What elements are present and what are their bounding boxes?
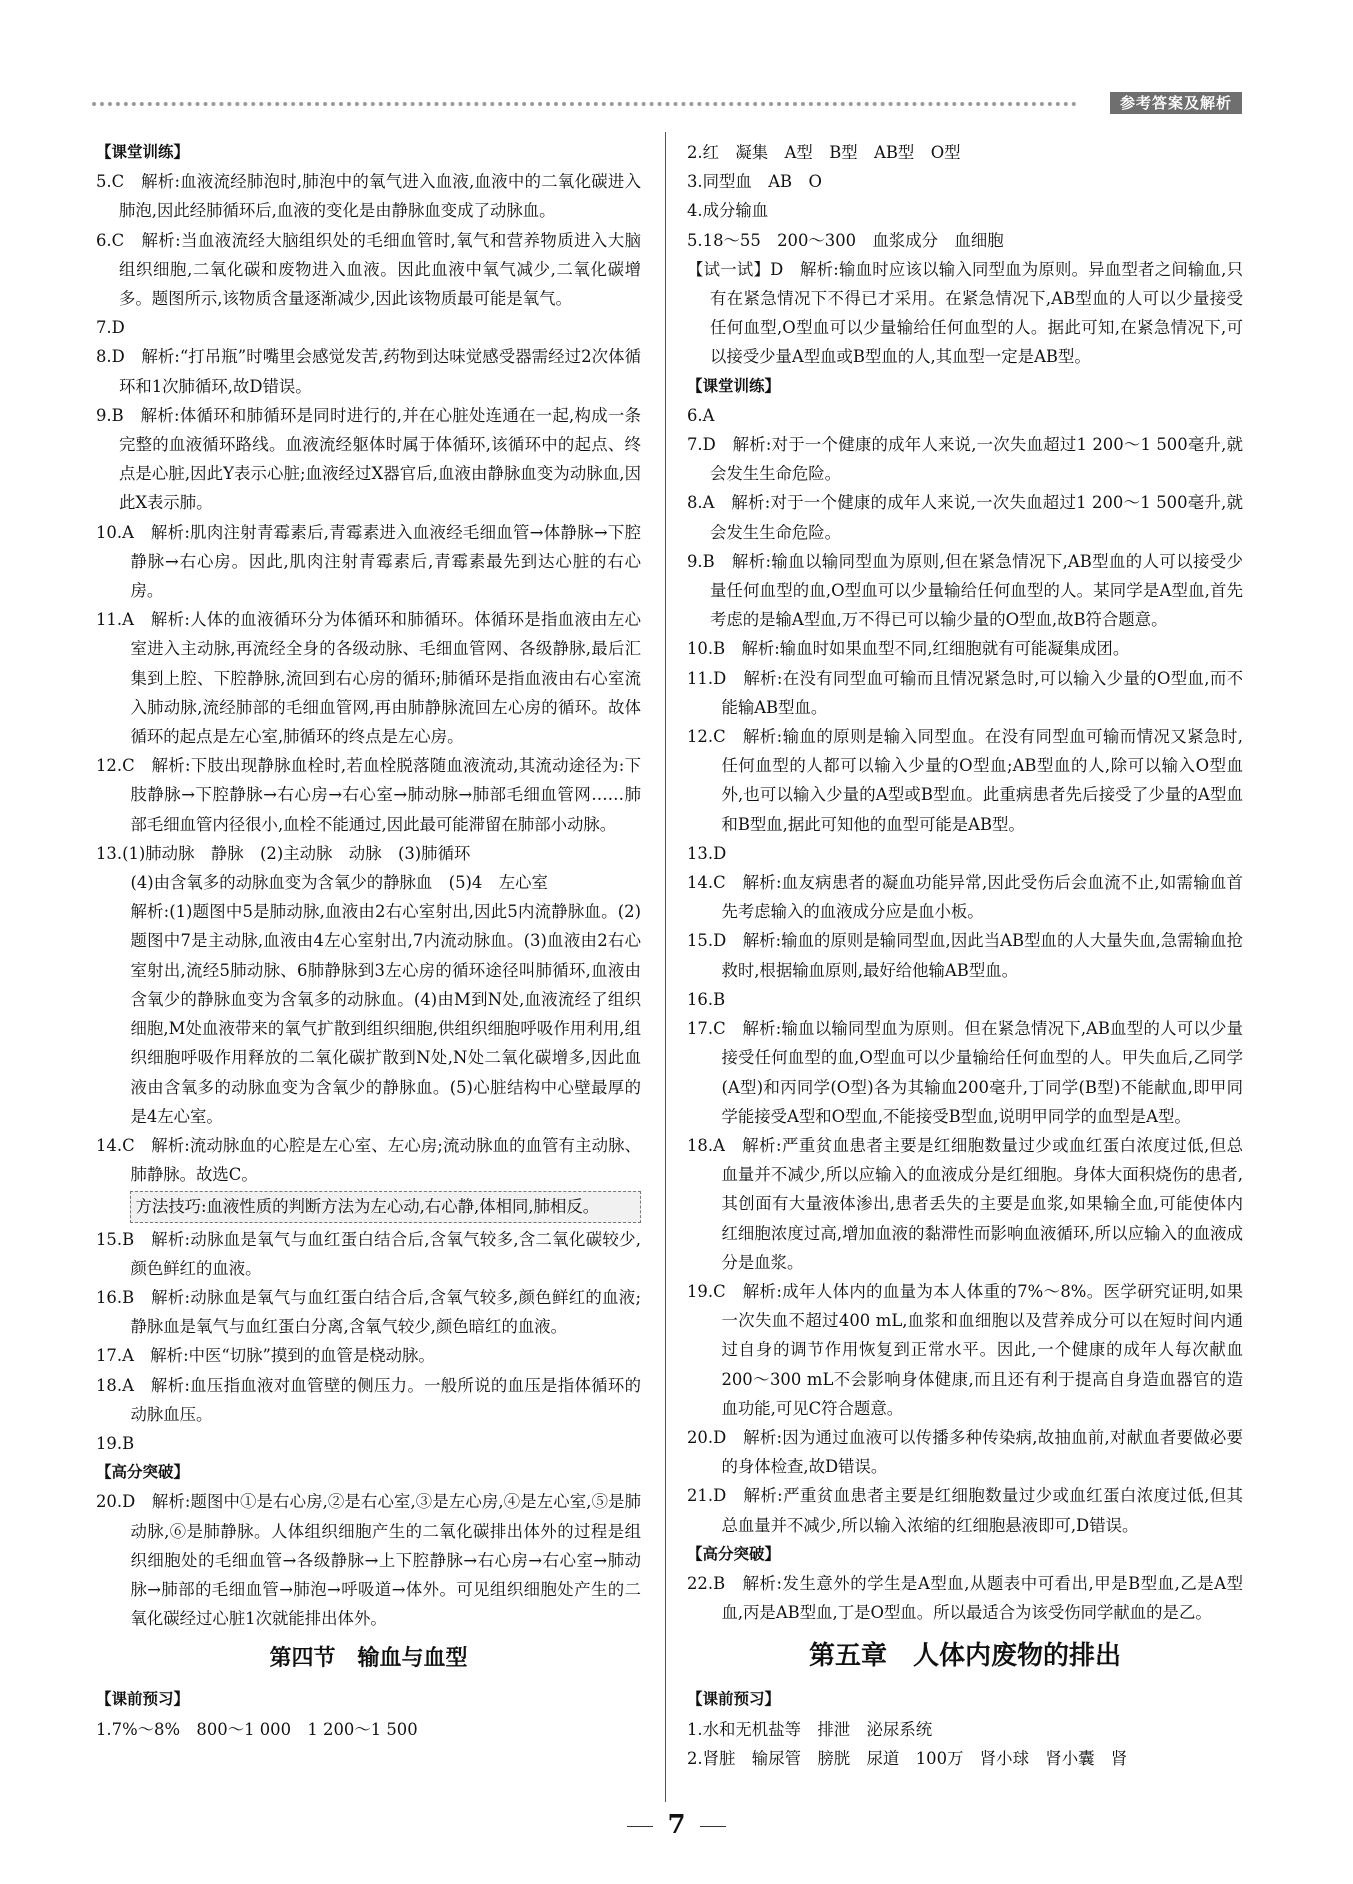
- answer-item: 19.B: [96, 1433, 135, 1453]
- answer-item: 15.D 解析:输血的原则是输同型血,因此当AB型血的人大量失血,急需输血抢救时,根据输血原则,最好给他输AB型血。: [687, 931, 1243, 980]
- answer-item: 19.C 解析:成年人体内的血量为本人体重的7%～8%。医学研究证明,如果一次失血不超过400 mL,血浆和血细胞以及营养成分可以在短时间内通过自身的调节作用恢复到正常水平。因此,一个健康的成年人每次献血200～300 mL不会影响身体健康,而且还有利于提高自身造血器官的造血功能,可见C符合题意。: [687, 1281, 1243, 1418]
- answer-item: 6.C 解析:当血液流经大脑组织处的毛细血管时,氧气和营养物质进入大脑组织细胞,二氧化碳和废物进入血液。因此血液中氧气减少,二氧化碳增多。题图所示,该物质含量逐渐减少,因此该物质最可能是氧气。: [96, 230, 641, 309]
- answer-item: 11.A 解析:人体的血液循环分为体循环和肺循环。体循环是指血液由左心室进入主动脉,再流经全身的各级动脉、毛细血管网、各级静脉,最后汇集到上腔、下腔静脉,流回到右心房的循环;肺循环是指血液由右心室流入肺动脉,流经肺部的毛细血管网,再由肺静脉流回左心房的循环。故体循环的起点是左心室,肺循环的终点是左心房。: [96, 610, 641, 747]
- answer-item: 13.(1)肺动脉 静脉 (2)主动脉 动脉 (3)肺循环: [96, 843, 471, 863]
- answer-item: 16.B: [687, 989, 726, 1009]
- answer-item: 10.B 解析:输血时如果血型不同,红细胞就有可能凝集成团。: [687, 639, 1130, 659]
- answer-item: 6.A: [687, 405, 715, 425]
- answer-item: 11.D 解析:在没有同型血可输而且情况紧急时,可以输入少量的O型血,而不能输AB型血。: [687, 668, 1243, 717]
- answer-item: 17.C 解析:输血以输同型血为原则。但在紧急情况下,AB血型的人可以少量接受任何血型的血,O型血可以少量输给任何血型的人。甲失血后,乙同学(A型)和丙同学(O型)各为其输血200毫升,丁同学(B型)不能献血,即甲同学能接受A型和O型血,不能接受B型血,说明甲同学的血型是A型。: [687, 1019, 1243, 1126]
- right-column: [687, 138, 1243, 1773]
- answer-item: 20.D 解析:因为通过血液可以传播多种传染病,故抽血前,对献血者要做必要的身体检查,故D错误。: [687, 1427, 1243, 1477]
- page-number: [0, 1810, 1353, 1840]
- answer-item: 20.D 解析:题图中①是右心房,②是右心室,③是左心房,④是左心室,⑤是肺动脉,⑥是肺静脉。人体组织细胞产生的二氧化碳排出体外的过程是组织细胞处的毛细血管→各级静脉→上下腔静脉→右心房→右心室→肺动脉→肺部的毛细血管→肺泡→呼吸道→体外。可见组织细胞处产生的二氧化碳经过心脏1次就能排出体外。: [96, 1492, 641, 1629]
- page-header: [92, 92, 1242, 114]
- answer-item-continued: (4)由含氧多的动脉血变为含氧少的静脉血 (5)4 左心室: [130, 873, 548, 893]
- answer-item: 21.D 解析:严重贫血患者主要是红细胞数量过少或血红蛋白浓度过低,但其总血量并不减少,所以输入浓缩的红细胞悬液即可,D错误。: [687, 1486, 1243, 1535]
- section-heading: 【课堂训练】: [96, 143, 190, 161]
- page-number-dash: [627, 1826, 653, 1827]
- answer-item: 16.B 解析:动脉血是氧气与血红蛋白结合后,含氧气较多,颜色鲜红的血液;静脉血是氧气与血红蛋白分离,含氧气较少,颜色暗红的血液。: [96, 1287, 641, 1337]
- header-dotted-rule: [92, 102, 1077, 106]
- answer-item: 12.C 解析:下肢出现静脉血栓时,若血栓脱落随血液流动,其流动途径为:下肢静脉→下腔静脉→右心房→右心室→肺动脉→肺部毛细血管网……肺部毛细血管内径很小,血栓不能通过,因此最可能滞留在肺部小动脉。: [96, 756, 641, 834]
- try-it-answer: 【试一试】D 解析:输血时应该以输入同型血为原则。异血型者之间输血,只有在紧急情况下不得已才采用。在紧急情况下,AB型血的人可以少量接受任何血型,O型血可以少量输给任何血型的人。据此可知,在紧急情况下,可以接受少量A型血或B型血的人,其血型一定是AB型。: [687, 259, 1243, 367]
- section-heading: 【课堂训练】: [687, 376, 781, 395]
- answer-item: 2.红 凝集 A型 B型 AB型 O型: [687, 143, 961, 162]
- answer-item: 10.A 解析:肌肉注射青霉素后,青霉素进入血液经毛细血管→体静脉→下腔静脉→右心房。因此,肌肉注射青霉素后,青霉素最先到达心脏的右心房。: [96, 522, 641, 601]
- answer-item: 14.C 解析:血友病患者的凝血功能异常,因此受伤后会血流不止,如需输血首先考虑输入的血液成分应是血小板。: [687, 873, 1243, 922]
- header-tag: 参考答案及解析: [1110, 92, 1242, 114]
- answer-item: 2.肾脏 输尿管 膀胱 尿道 100万 肾小球 肾小囊 肾: [687, 1748, 1128, 1768]
- answer-item: 18.A 解析:严重贫血患者主要是红细胞数量过少或血红蛋白浓度过低,但总血量并不减少,所以应输入的血液成分是红细胞。身体大面积烧伤的患者,其创面有大量液体渗出,患者丢失的主要是血浆,如果输全血,可能使体内红细胞浓度过高,增加血液的黏滞性而影响血液循环,所以应输入的血液成分是血浆。: [687, 1135, 1243, 1272]
- answer-item: 1.7%～8% 800～1 000 1 200～1 500: [96, 1719, 418, 1739]
- section-title: 第四节 输血与血型: [269, 1646, 468, 1672]
- answer-item: 3.同型血 AB O: [687, 172, 822, 192]
- answer-item: 8.A 解析:对于一个健康的成年人来说,一次失血超过1 200～1 500毫升,就会发生生命危险。: [687, 493, 1243, 542]
- answer-explanation: 解析:(1)题图中5是肺动脉,血液由2右心室射出,因此5内流静脉血。(2)题图中7是主动脉,血液由4左心室射出,7内流动脉血。(3)血液由2右心室射出,流经5肺动脉、6肺静脉到3左心房的循环途径叫肺循环,血液由含氧少的静脉血变为含氧多的动脉血。(4)由M到N处,血液流经了组织细胞,M处血液带来的氧气扩散到组织细胞,供组织细胞呼吸作用利用,组织细胞呼吸作用释放的二氧化碳扩散到N处,N处二氧化碳增多,因此血液由含氧多的动脉血变为含氧少的静脉血。(5)心脏结构中心壁最厚的是4左心室。: [130, 902, 641, 1126]
- answer-item: 22.B 解析:发生意外的学生是A型血,从题表中可看出,甲是B型血,乙是A型血,丙是AB型血,丁是O型血。所以最适合为该受伤同学献血的是乙。: [687, 1573, 1243, 1623]
- answer-item: 18.A 解析:血压指血液对血管壁的侧压力。一般所说的血压是指体循环的动脉血压。: [96, 1375, 641, 1424]
- answer-item: 1.水和无机盐等 排泄 泌尿系统: [687, 1719, 933, 1739]
- answer-item: 13.D: [687, 843, 727, 863]
- section-heading: 【课前预习】: [687, 1690, 781, 1709]
- answer-item: 9.B 解析:体循环和肺循环是同时进行的,并在心脏处连通在一起,构成一条完整的血液循环路线。血液流经躯体时属于体循环,该循环中的起点、终点是心脏,因此Y表示心脏;血液经过X器官后,血液由静脉血变为动脉血,因此X表示肺。: [96, 405, 641, 513]
- answer-item: 7.D: [96, 318, 125, 338]
- method-tip-box: 方法技巧:血液性质的判断方法为左心动,右心静,体相同,肺相反。: [130, 1191, 641, 1222]
- answer-item: 5.C 解析:血液流经肺泡时,肺泡中的氧气进入血液,血液中的二氧化碳进入肺泡,因此经肺循环后,血液的变化是由静脉血变成了动脉血。: [96, 172, 641, 221]
- answer-item: 4.成分输血: [687, 201, 769, 221]
- answer-item: 15.B 解析:动脉血是氧气与血红蛋白结合后,含氧气较多,含二氧化碳较少,颜色鲜红的血液。: [96, 1229, 641, 1278]
- answer-item: 8.D 解析:“打吊瓶”时嘴里会感觉发苦,药物到达味觉感受器需经过2次体循环和1次肺循环,故D错误。: [96, 347, 641, 396]
- answer-item: 14.C 解析:流动脉血的心腔是左心室、左心房;流动脉血的血管有主动脉、肺静脉。故选C。: [96, 1135, 641, 1185]
- chapter-title: 第五章 人体内废物的排出: [808, 1641, 1121, 1672]
- page-number-dash: [700, 1826, 726, 1827]
- answer-item: 9.B 解析:输血以输同型血为原则,但在紧急情况下,AB型血的人可以接受少量任何血型的血,O型血可以少量输给任何血型的人。某同学是A型血,首先考虑的是输A型血,万不得已可以输少量的O型血,故B符合题意。: [687, 551, 1243, 630]
- section-heading: 【高分突破】: [687, 1544, 781, 1563]
- answer-item: 7.D 解析:对于一个健康的成年人来说,一次失血超过1 200～1 500毫升,就会发生生命危险。: [687, 435, 1243, 484]
- answer-item: 12.C 解析:输血的原则是输入同型血。在没有同型血可输而情况又紧急时,任何血型的人都可以输入少量的O型血;AB型血的人,除可以输入O型血外,也可以输入少量的A型或B型血。此重病患者先后接受了少量的A型血和B型血,据此可知他的血型可能是AB型。: [687, 727, 1243, 834]
- section-heading: 【课前预习】: [96, 1690, 190, 1709]
- answer-item: 5.18～55 200～300 血浆成分 血细胞: [687, 230, 1004, 250]
- section-heading: 【高分突破】: [96, 1463, 190, 1482]
- left-column: [96, 138, 641, 1744]
- column-divider: [665, 132, 666, 1802]
- page-number-text: 7: [667, 1810, 686, 1840]
- answer-item: 17.A 解析:中医“切脉”摸到的血管是桡动脉。: [96, 1346, 435, 1366]
